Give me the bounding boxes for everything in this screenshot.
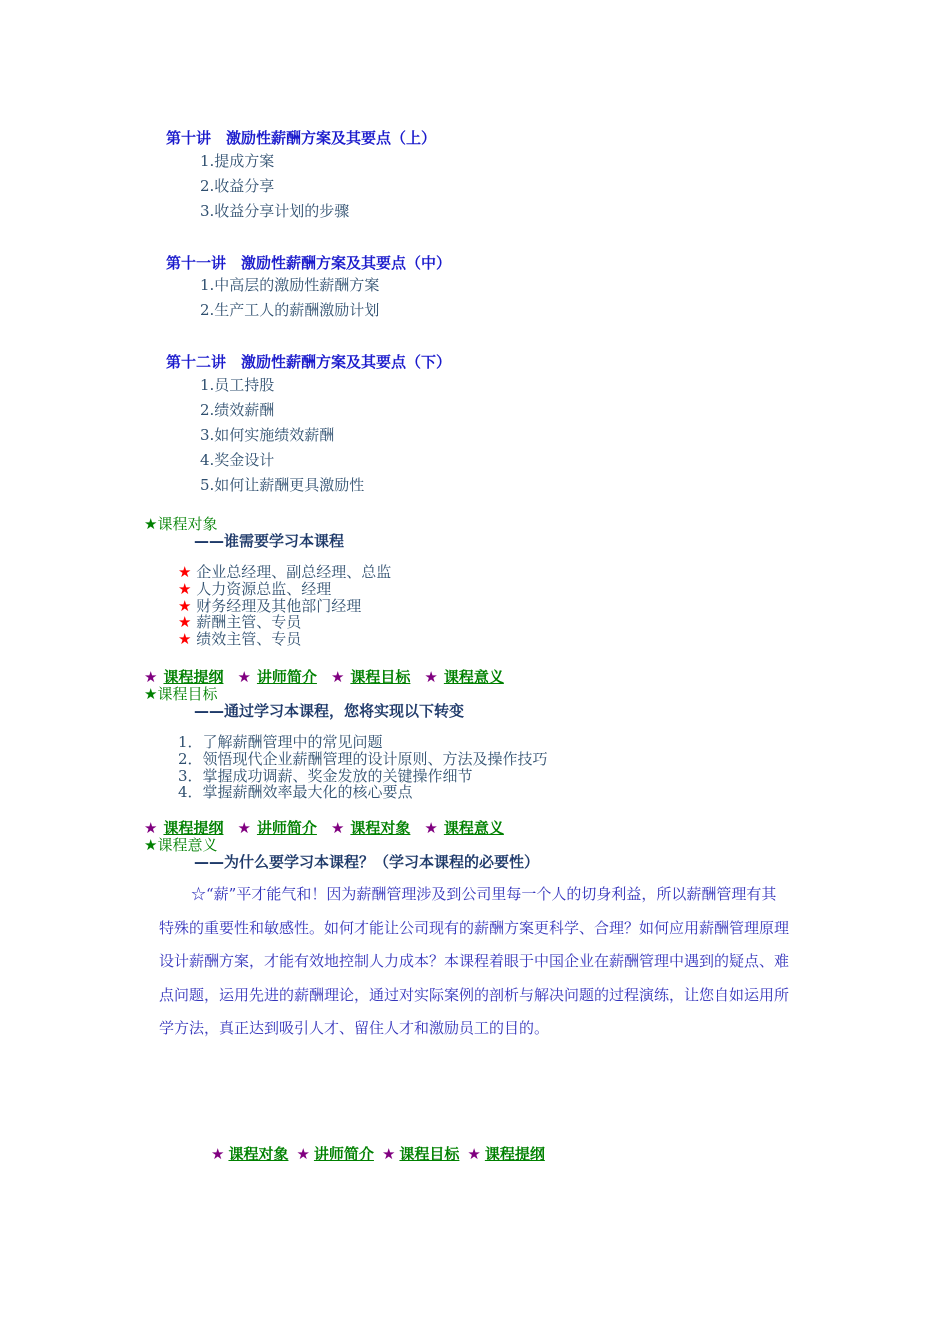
list-item: 2.收益分享 xyxy=(200,177,275,195)
link-outline[interactable]: 课程提纲 xyxy=(484,1145,545,1163)
list-item: 3.收益分享计划的步骤 xyxy=(200,202,350,220)
list-item: 1．了解薪酬管理中的常见问题 xyxy=(178,733,383,751)
list-item: ★ 人力资源总监、经理 xyxy=(178,579,332,598)
star-icon: ★ xyxy=(467,1145,481,1163)
star-icon: ★ xyxy=(178,596,192,615)
star-icon: ★ xyxy=(211,1145,225,1163)
link-instructor[interactable]: 讲师简介 xyxy=(313,1145,374,1163)
link-audience[interactable]: 课程对象 xyxy=(228,1145,289,1163)
star-icon: ★ xyxy=(144,668,158,686)
star-icon: ★ xyxy=(237,819,251,837)
list-item: 2．领悟现代企业薪酬管理的设计原则、方法及操作技巧 xyxy=(178,749,548,768)
list-item: 2.生产工人的薪酬激励计划 xyxy=(200,301,380,319)
star-icon: ★ xyxy=(330,668,345,686)
lecture-10-items xyxy=(200,149,349,224)
list-item: ★ 财务经理及其他部门经理 xyxy=(178,596,362,615)
link-goals[interactable]: 课程目标 xyxy=(399,1145,460,1163)
list-item: 3．掌握成功调薪、奖金发放的关键操作细节 xyxy=(178,766,473,785)
lecture-12-title: 第十二讲 激励性薪酬方案及其要点（下） xyxy=(166,353,452,371)
section-nav-3 xyxy=(211,1143,553,1164)
list-item: 1.中高层的激励性薪酬方案 xyxy=(200,276,380,294)
link-audience[interactable]: 课程对象 xyxy=(350,819,411,837)
audience-subtitle: ——谁需要学习本课程 xyxy=(194,532,345,550)
goals-list xyxy=(178,734,548,801)
star-icon: ★ xyxy=(144,819,158,837)
link-significance[interactable]: 课程意义 xyxy=(443,668,504,686)
significance-paragraph: ☆“薪”平才能气和！因为薪酬管理涉及到公司里每一个人的切身利益，所以薪酬管理有其特殊的重要性和敏感性。如何才能让公司现有的薪酬方案更科学、合理？如何应用薪酬管理原理设计薪酬方案，才能有效地控制人力成本？本课程着眼于中国企业在薪酬管理中遇到的疑点、难点问题，运用先进的薪酬理论，通过对实际案例的剖析与解决问题的过程演练，让您自如运用所学方法，真正达到吸引人才、留住人才和激励员工的目的。 xyxy=(159,885,790,1037)
link-significance[interactable]: 课程意义 xyxy=(443,819,504,837)
link-goals[interactable]: 课程目标 xyxy=(350,668,411,686)
list-item: 1.提成方案 xyxy=(200,152,275,170)
goals-subtitle: ——通过学习本课程，您将实现以下转变 xyxy=(194,702,465,720)
list-item: 2.绩效薪酬 xyxy=(200,401,275,419)
star-icon: ★ xyxy=(381,1145,396,1163)
link-outline[interactable]: 课程提纲 xyxy=(163,819,224,837)
list-item: 1.员工持股 xyxy=(200,376,275,394)
list-item: ★ 薪酬主管、专员 xyxy=(178,613,302,632)
star-icon: ★ xyxy=(237,668,251,686)
audience-list xyxy=(178,564,391,648)
link-instructor[interactable]: 讲师简介 xyxy=(256,668,317,686)
star-icon: ★ xyxy=(178,630,192,649)
star-icon: ★ xyxy=(296,1145,310,1163)
star-icon: ★ xyxy=(424,819,438,837)
goals-heading: ★课程目标 xyxy=(144,685,218,703)
link-outline[interactable]: 课程提纲 xyxy=(163,668,224,686)
star-icon: ★ xyxy=(178,579,192,598)
significance-subtitle: ——为什么要学习本课程？（学习本课程的必要性） xyxy=(194,853,540,871)
list-item: 4.奖金设计 xyxy=(200,451,275,469)
list-item: 5.如何让薪酬更具激励性 xyxy=(200,476,365,494)
significance-heading: ★课程意义 xyxy=(144,836,218,854)
list-item: ★ 绩效主管、专员 xyxy=(178,630,302,649)
lecture-11-title: 第十一讲 激励性薪酬方案及其要点（中） xyxy=(166,254,452,272)
star-icon: ★ xyxy=(424,668,438,686)
link-instructor[interactable]: 讲师简介 xyxy=(256,819,317,837)
star-icon: ★ xyxy=(178,613,192,632)
star-icon: ★ xyxy=(330,819,345,837)
list-item: 4．掌握薪酬效率最大化的核心要点 xyxy=(178,783,413,802)
lecture-12-items xyxy=(200,373,364,498)
lecture-10-title: 第十讲 激励性薪酬方案及其要点（上） xyxy=(166,129,437,147)
audience-heading: ★课程对象 xyxy=(144,515,218,533)
list-item: 3.如何实施绩效薪酬 xyxy=(200,426,335,444)
star-icon: ★ xyxy=(178,563,192,581)
lecture-11-items xyxy=(200,273,379,323)
list-item: ★ 企业总经理、副总经理、总监 xyxy=(178,563,392,581)
